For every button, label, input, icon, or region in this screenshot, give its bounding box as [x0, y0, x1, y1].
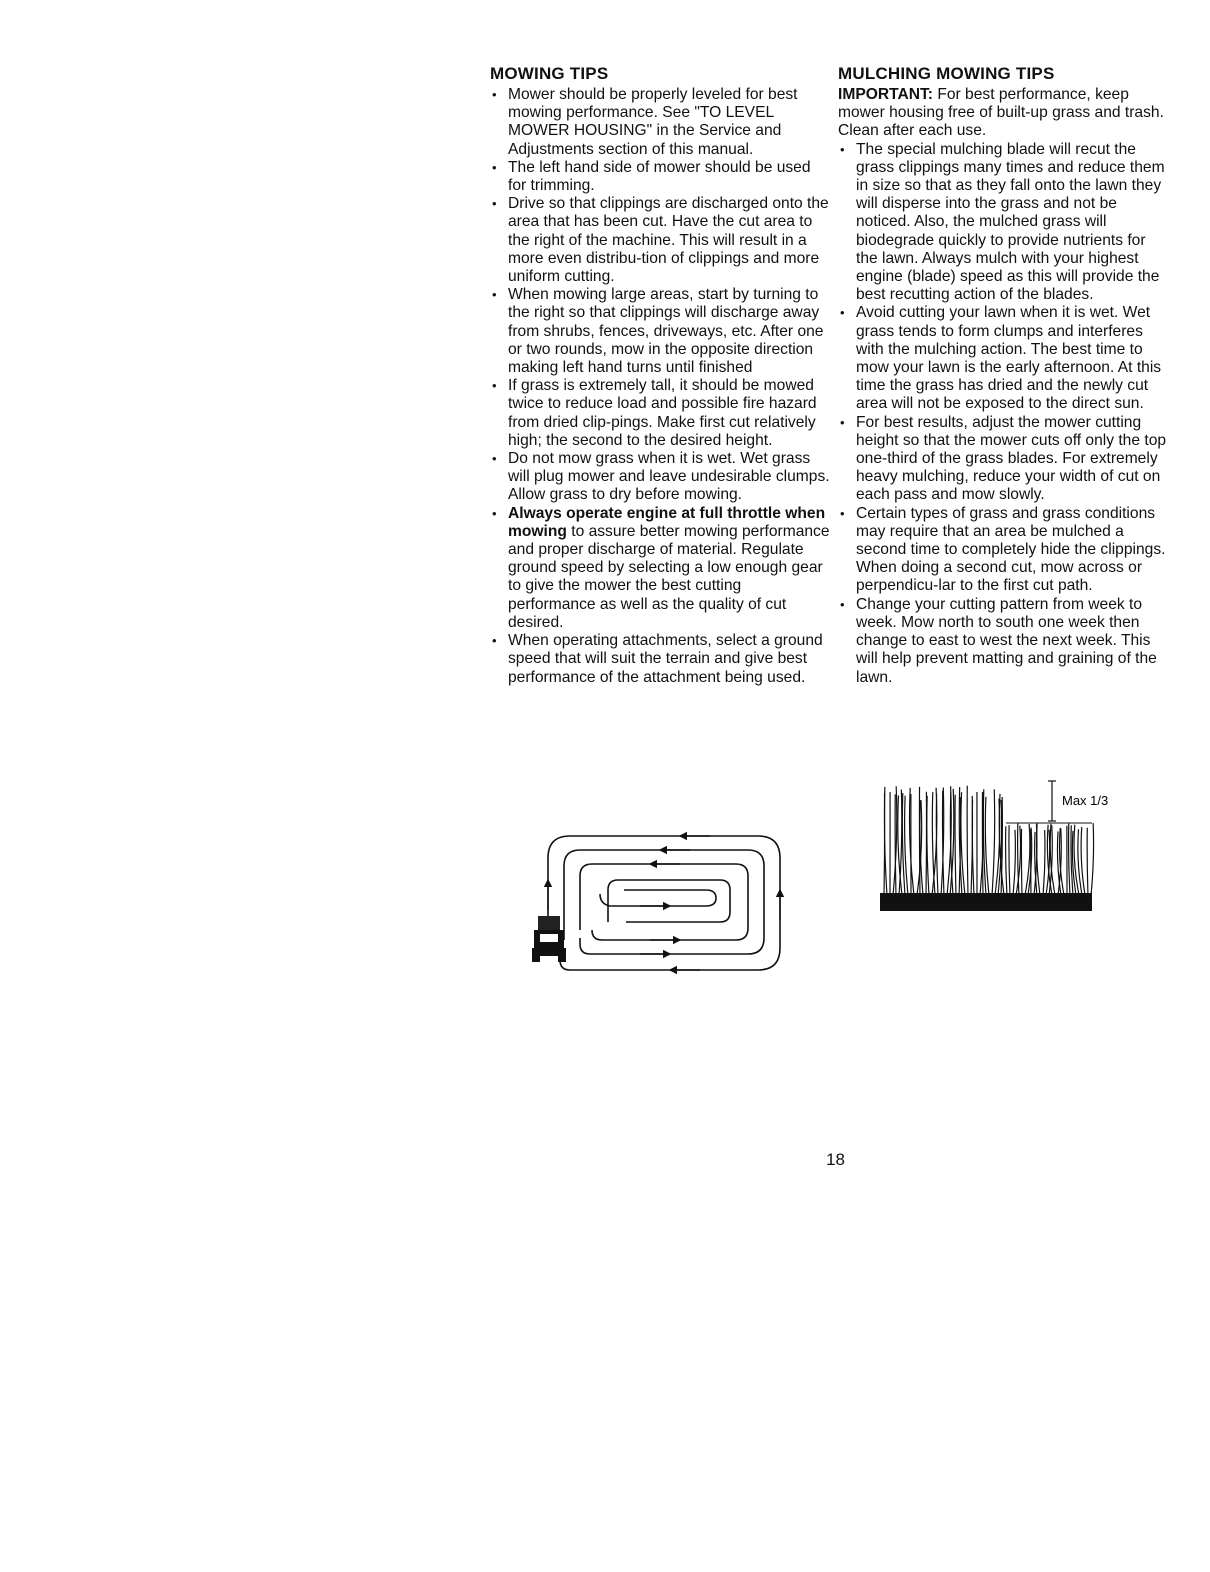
throttle-emphasis: Always operate engine at full throttle when mowing — [508, 504, 826, 540]
list-item: • For best results, adjust the mower cutting height so that the mower cuts off only the top one-third of the grass blades. For extremely heavy mulching, reduce your width of cut on each pass and mow slowly. — [838, 414, 1168, 505]
grass-blade — [1091, 823, 1094, 895]
mowing-tips-list — [490, 86, 830, 687]
tractor-icon — [532, 916, 566, 962]
grass-blade — [1006, 826, 1007, 895]
grass-blade — [967, 786, 968, 895]
list-item: • Change your cutting pattern from week to week. Mow north to south one week then change to east to west the next week. This will help prevent matting and graining of the lawn. — [838, 596, 1168, 687]
grass-blade — [910, 788, 914, 895]
important-label: IMPORTANT: — [838, 86, 933, 103]
grass-blade — [1069, 824, 1070, 895]
grass-blade — [955, 795, 956, 895]
list-item: • If grass is extremely tall, it should be mowed twice to reduce load and possible fire hazard from dried clip-pings. Make first cut relatively high; the second to the desired height. — [490, 377, 830, 450]
list-item: • Certain types of grass and grass conditions may require that an area be mulched a second time to completely hide the clippings. When doing a second cut, mow across or perpendicu-lar to the first cut path. — [838, 505, 1168, 596]
grass-blade — [1013, 830, 1015, 895]
grass-blade — [1021, 829, 1022, 895]
list-item-throttle — [490, 505, 830, 632]
list-item: • The special mulching blade will recut the grass clippings many times and reduce them in size so that as they fall onto the lawn they will disperse into the grass and not be noticed. Also, the mulched grass will biodegrade quickly to provide nutrients for the lawn. Always mulch with your highest engine (blade) speed as this will provide the best recutting action of the blades. — [838, 141, 1168, 305]
list-item: • The left hand side of mower should be used for trimming. — [490, 159, 830, 195]
page-number: 18 — [826, 1150, 845, 1169]
grass-blade — [985, 797, 989, 895]
list-item: • Do not mow grass when it is wet. Wet grass will plug mower and leave undesirable clumps. Allow grass to dry before mowing. — [490, 450, 830, 505]
list-item: • Mower should be properly leveled for best mowing performance. See "TO LEVEL MOWER HOUSING" in the Service and Adjustments section of this manual. — [490, 86, 830, 159]
grass-cut-height-diagram — [880, 775, 1120, 915]
grass-blade — [905, 796, 908, 895]
grass-blade — [972, 800, 974, 895]
grass-blade — [1009, 825, 1010, 895]
mulching-tips-list — [838, 141, 1168, 687]
grass-blade — [1081, 827, 1085, 895]
list-item: • When operating attachments, select a ground speed that will suit the terrain and give best performance of the attachment being used. — [490, 632, 830, 687]
grass-blade — [1087, 828, 1088, 895]
grass-blade — [932, 792, 935, 895]
mulching-tips-section — [838, 64, 1168, 687]
mowing-tips-heading: MOWING TIPS — [490, 64, 609, 83]
list-item: • When mowing large areas, start by turning to the right so that clippings will discharge away from shrubs, fences, driveways, etc. After one or two rounds, mow in the opposite direction making left hand turns until finished — [490, 286, 830, 377]
throttle-text: to assure better mowing performance and proper discharge of material. Regulate ground speed by selecting a low enough gear to give the mower the best cutting performance as well as the quality of cut desired. — [508, 522, 830, 631]
mulching-tips-heading: MULCHING MOWING TIPS — [838, 64, 1055, 83]
list-item: • Avoid cutting your lawn when it is wet. Wet grass tends to form clumps and interferes with the mulching action. The best time to mow your lawn is the early afternoon. At this time the grass has dried and the newly cut area will not be exposed to the direct sun. — [838, 304, 1168, 413]
list-item: • Drive so that clippings are discharged onto the area that has been cut. Have the cut area to the right of the machine. This will result in a more even distribu-tion of clippings and more uniform cutting. — [490, 195, 830, 286]
important-note — [838, 86, 1168, 141]
max-cut-label: Max 1/3 — [1062, 793, 1109, 808]
grass-blade — [1037, 823, 1040, 895]
grass-blade — [1043, 830, 1045, 895]
important-text: For best performance, keep mower housing free of built-up grass and trash. Clean after each use. — [838, 86, 1164, 140]
mowing-tips-section — [490, 64, 830, 687]
grass-blade — [927, 796, 929, 895]
mowing-pattern-diagram — [530, 830, 790, 980]
grass-blade — [992, 789, 995, 895]
